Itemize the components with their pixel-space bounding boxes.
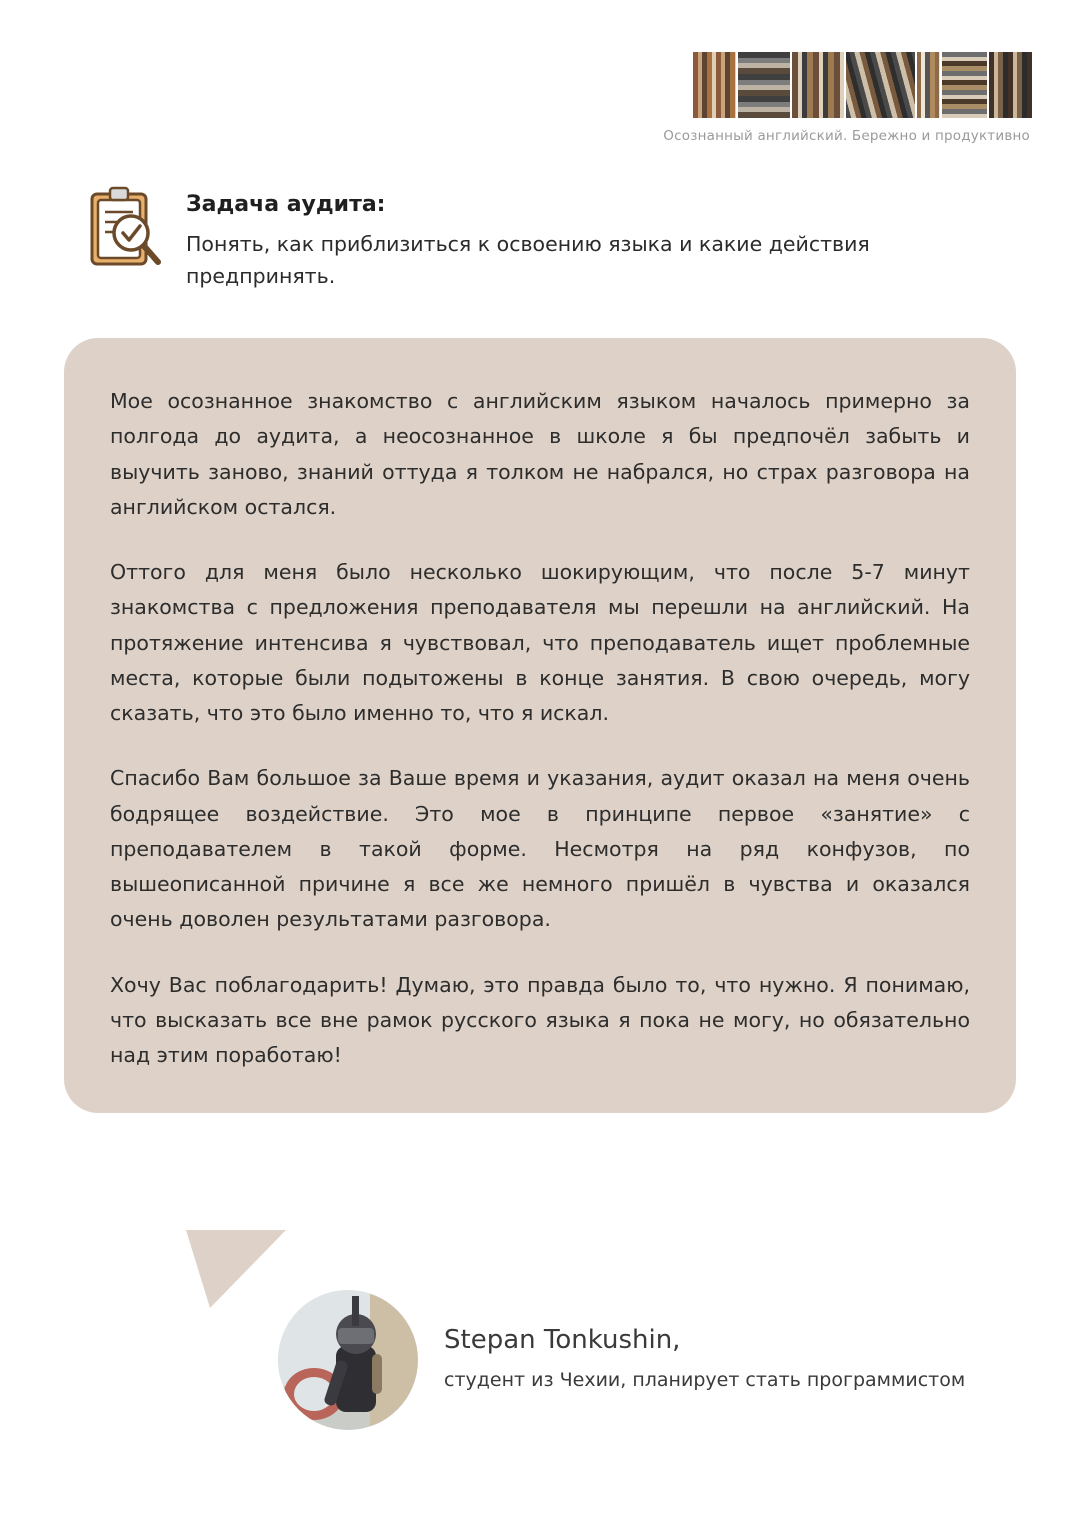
speech-bubble-tail: [186, 1230, 286, 1308]
logo-letter-g: [792, 52, 844, 118]
avatar: [278, 1290, 418, 1430]
brand-logo: [660, 52, 1032, 144]
logo-wordmark: [660, 52, 1032, 118]
logo-letter-e2: [989, 52, 1032, 118]
audit-task-block: [88, 186, 968, 293]
author-info: [444, 1325, 965, 1395]
audit-task-title: Задача аудита:: [186, 192, 386, 217]
logo-letter-e1: [693, 52, 736, 118]
audit-task-text: [186, 186, 926, 293]
testimonial-paragraph-2: Оттого для меня было несколько шокирующим, что после 5-7 минут знакомства с предложения преподавателя мы перешли на английский. На протяжение интенсива я чувствовал, что преподаватель ищет проблемные места, которые были подытожены в конце занятия. В свою очередь, могу сказать, что это было именно то, что я искал.: [110, 560, 970, 725]
logo-letter-i: [917, 52, 940, 118]
audit-task-body: Понять, как приблизиться к освоению языка и какие действия предпринять.: [186, 232, 870, 288]
testimonial-bubble: [64, 338, 1016, 1113]
logo-letter-s: [942, 52, 987, 118]
author-name: Stepan Tonkushin,: [444, 1325, 681, 1355]
testimonial-paragraph-4: Хочу Вас поблагодарить! Думаю, это правда было то, что нужно. Я понимаю, что высказать все вне рамок русского языка я пока не могу, но обязательно над этим поработаю!: [110, 972, 970, 1067]
logo-letter-w: [846, 52, 916, 118]
testimonial-paragraph-3: Спасибо Вам большое за Ваше время и указания, аудит оказал на меня очень бодрящее воздействие. Это мое в принципе первое «занятие» с преподавателем в такой форме. Несмотря на ряд конфузов, по вышеописанной причине я все же немного пришёл в чувства и оказался очень доволен результатами разговора.: [110, 766, 970, 932]
author-block: [278, 1290, 965, 1430]
clipboard-magnifier-icon: [88, 186, 162, 270]
logo-letter-n: [738, 52, 791, 118]
testimonial-paragraph-1: Мое осознанное знакомство с английским языком началось примерно за полгода до аудита, а неосознанное в школе я бы предпочёл забыть и выучить заново, знаний оттуда я толком не набрался, но страх разговора на английском остался.: [110, 389, 970, 519]
brand-tagline: Осознанный английский. Бережно и продуктивно: [663, 128, 1030, 144]
author-role: студент из Чехии, планирует стать программистом: [444, 1369, 966, 1391]
